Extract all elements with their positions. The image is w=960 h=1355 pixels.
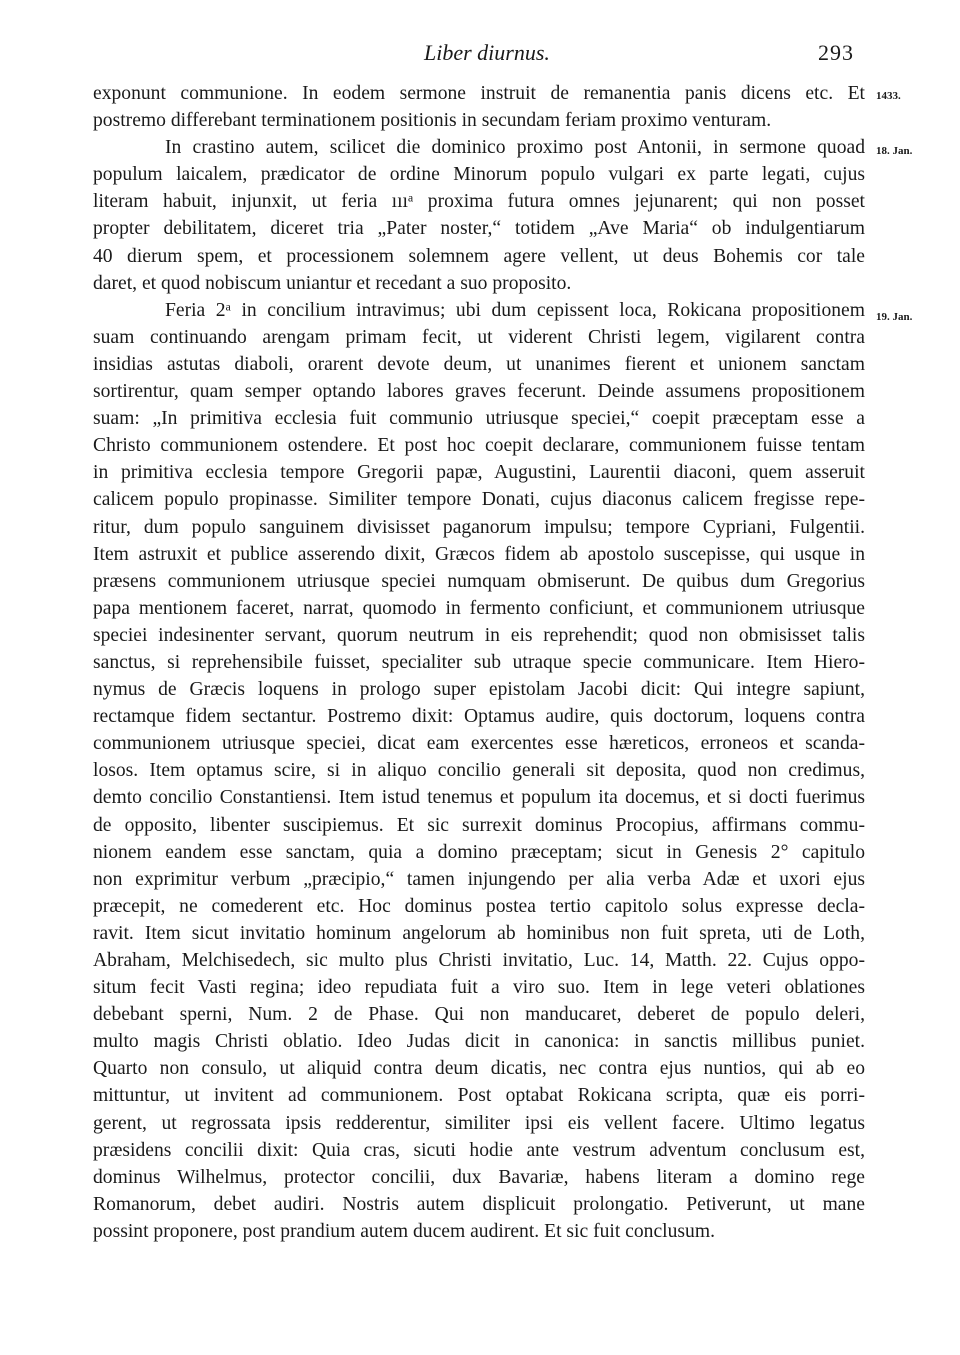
running-title: Liber diurnus.: [424, 40, 550, 65]
text-line: nymus de Græcis loquens in prologo super epistolam Jacobi dicit: Qui integre sapiunt,: [93, 679, 865, 701]
page-header: [0, 40, 960, 70]
text-line: 40 dierum spem, et processionem solemnem agere vellent, ut deus Bohemis cor tale: [93, 245, 865, 267]
text-line: debebant sperni, Num. 2 de Phase. Qui non manducaret, deberet de populo deleri,: [93, 1004, 865, 1026]
text-line: postremo differebant terminationem positionis in secundam feriam proximo venturam.: [93, 110, 772, 132]
text-line: Abraham, Melchisedech, sic multo plus Christi invitatio, Luc. 14, Matth. 22. Cujus oppo-: [93, 950, 865, 971]
text-line: Romanorum, debet audiri. Nostris autem displicuit prolongatio. Petiverunt, ut mane: [93, 1193, 865, 1215]
text-line: possint proponere, post prandium autem ducem audirent. Et sic fuit conclusum.: [93, 1220, 715, 1242]
text-line: Item astruxit et publice asserendo dixit, Græcos fidem ab apostolo suscepisse, qui usque in: [93, 543, 865, 565]
text-line: speciei indesinenter servant, quorum neutrum in eis reprehendit; quod non obmisisset talis: [93, 624, 865, 646]
text-line: ritur, dum populo sanguinem divisisset paganorum impulsu; tempore Cypriani, Fulgentii.: [93, 516, 865, 538]
text-line: demto concilio Constantiensi. Item istud tenemus et populum ita docemus, et si docti fuerimus: [93, 787, 865, 809]
text-line: daret, et quod nobiscum uniantur et recedant a suo proposito.: [93, 272, 572, 294]
text-line: de opposito, libenter suscipiemus. Et sic surrexit dominus Procopius, affirmans commu-: [93, 814, 865, 836]
text-line: situm fecit Vasti regina; ideo repudiata fuit a viro suo. Item in lege veteri oblationes: [93, 977, 865, 999]
text-line: suam: „In primitiva ecclesia fuit communio utriusque speciei,“ coepit præceptam esse a: [93, 408, 865, 430]
text-line: populum laicalem, prædicator de ordine Minorum populo vulgari ex parte legati, cujus: [93, 164, 865, 186]
text-line: præsens communionem utriusque speciei numquam obmiserunt. De quibus dum Gregorius: [93, 570, 865, 592]
text-line: Feria 2ᵃ in concilium intravimus; ubi dum cepissent loca, Rokicana propositionem: [165, 299, 865, 321]
text-line: In crastino autem, scilicet die dominico proximo post Antonii, in sermone quoad: [165, 137, 865, 159]
text-line: rectamque fidem sectantur. Postremo dixit: Optamus audire, quis doctorum, loquens contra: [93, 706, 865, 728]
margin-note-year: 1433.: [876, 90, 901, 102]
text-line: Christo communionem ostendere. Et post hoc coepit declarare, communionem fuisse tentam: [93, 435, 865, 457]
text-line: papa mentionem faceret, narrat, quomodo in fermento conficiunt, et communionem utriusque: [93, 597, 865, 619]
text-line: insidias astutas diaboli, orarent devote deum, ut unanimes fierent et unionem sanctam: [93, 353, 865, 375]
text-line: sortirentur, quam semper optando labores graves fecerunt. Deinde assumens propositionem: [93, 381, 865, 403]
text-line: dominus Wilhelmus, protector concilii, dux Bavariæ, habens literam a domino rege: [93, 1166, 865, 1188]
text-line: nionem eandem esse sanctam, quia a domino præceptam; sicut in Genesis 2° capitulo: [93, 841, 865, 863]
text-line: ravit. Item sicut invitatio hominum angelorum ab hominibus non fuit spreta, uti de Loth,: [93, 922, 865, 944]
text-line: calicem populo propinasse. Similiter tempore Donati, cujus diaconus calicem fregisse repe-: [93, 489, 865, 511]
text-line: multo magis Christi oblatio. Ideo Judas dicit in canonica: in sanctis millibus puniet.: [93, 1031, 865, 1053]
text-line: literam habuit, injunxit, ut feria ıııᵃ proxima futura omnes jejunarent; qui non posset: [93, 191, 865, 213]
body-text: [93, 80, 865, 1245]
text-line: in primitiva ecclesia tempore Gregorii papæ, Augustini, Laurentii diaconi, quem asseruit: [93, 462, 865, 484]
text-line: non exprimitur verbum „præcipio,“ tamen injungendo per alia verba Adæ et uxori ejus: [93, 868, 865, 890]
text-line: propter debilitatem, diceret tria „Pater noster,“ totidem „Ave Maria“ ob indulgentiarum: [93, 218, 865, 240]
text-line: mittuntur, ut invitent ad communionem. Post optabat Rokicana scripta, quæ eis porri-: [93, 1085, 865, 1107]
text-line: communionem utriusque speciei, dicat eam exercentes esse hæreticos, erroneos et scanda-: [93, 733, 865, 755]
text-line: exponunt communione. In eodem sermone instruit de remanentia panis dicens etc. Et: [93, 83, 865, 104]
text-line: Quarto non consulo, ut aliquid contra deum dicatis, nec contra ejus nuntios, qui ab eo: [93, 1058, 865, 1080]
text-line: sanctus, si reprehensibile fuisset, specialiter sub utraque specie communicare. Item Hiero-: [93, 651, 865, 673]
text-line: gerent, ut regrossata ipsis redderentur, similiter ipsi eis vellent facere. Ultimo legatus: [93, 1112, 865, 1134]
margin-note-date: 19. Jan.: [876, 311, 913, 323]
text-line: præsidens concilii dixit: Quia cras, sicuti hodie ante vestrum adventum conclusum est,: [93, 1139, 865, 1161]
margin-note-date: 18. Jan.: [876, 145, 913, 157]
text-line: suam continuando arengam primam fecit, ut viderent Christi legem, vigilarent contra: [93, 326, 865, 348]
page-number: 293: [818, 40, 854, 65]
text-line: losos. Item optamus scire, si in aliquo concilio generali sit deposita, quod non credimus,: [93, 760, 865, 782]
text-line: præcepit, ne comederent etc. Hoc dominus postea tertio capitolo solus expresse decla-: [93, 895, 865, 917]
